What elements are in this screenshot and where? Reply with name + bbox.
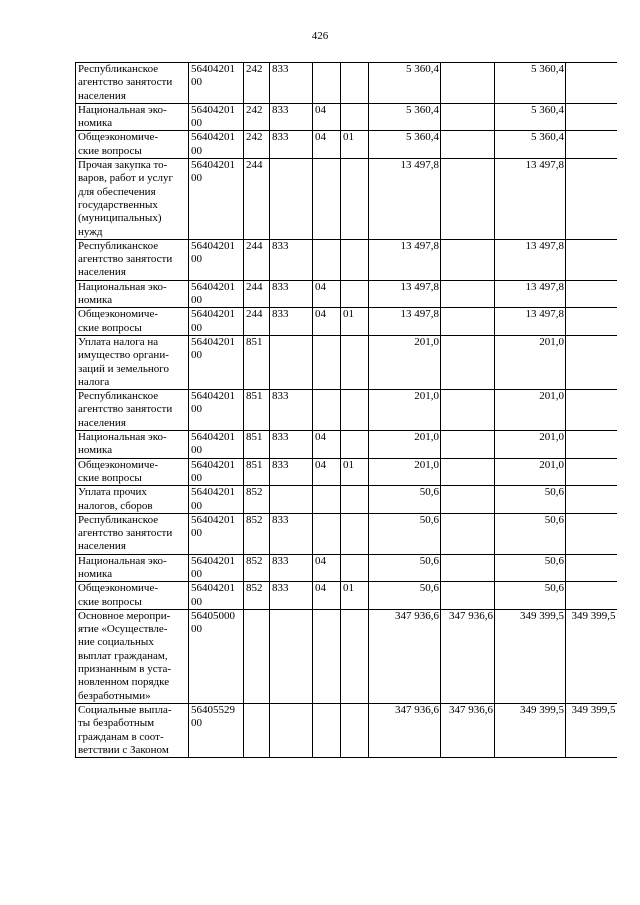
row-amount-1-cell: 50,6 (369, 582, 441, 610)
row-code-cell: 56404201 00 (189, 335, 244, 389)
row-amount-1-cell: 13 497,8 (369, 159, 441, 240)
row-amount-1-cell: 13 497,8 (369, 280, 441, 308)
row-name-cell: Республиканское агентство занятости населения (76, 63, 189, 104)
row-vr-cell (244, 703, 270, 757)
row-section-cell (313, 159, 341, 240)
row-amount-4-cell (566, 390, 617, 431)
row-amount-4-cell (566, 239, 617, 280)
row-amount-4-cell (566, 103, 617, 131)
row-amount-3-cell: 201,0 (495, 458, 566, 486)
row-name-cell: Республиканское агентство занятости населения (76, 513, 189, 554)
table-row (76, 335, 617, 389)
table-row (76, 703, 617, 757)
row-code-cell: 56404201 00 (189, 159, 244, 240)
row-subsection-cell (341, 280, 369, 308)
row-section-cell: 04 (313, 431, 341, 459)
row-amount-4-cell (566, 458, 617, 486)
row-amount-4-cell: 349 399,5 (566, 703, 617, 757)
row-amount-3-cell: 50,6 (495, 486, 566, 514)
row-code-cell: 56404201 00 (189, 582, 244, 610)
row-name-cell: Общеэкономиче- ские вопросы (76, 131, 189, 159)
row-code-cell: 56404201 00 (189, 513, 244, 554)
row-vr-cell: 851 (244, 431, 270, 459)
row-amount-4-cell (566, 280, 617, 308)
row-amount-3-cell: 50,6 (495, 513, 566, 554)
row-amount-4-cell (566, 159, 617, 240)
row-vr-cell: 852 (244, 486, 270, 514)
table-row (76, 513, 617, 554)
row-name-cell: Общеэкономиче- ские вопросы (76, 458, 189, 486)
table-row (76, 131, 617, 159)
row-code-cell: 56404201 00 (189, 308, 244, 336)
row-code-cell: 56405529 00 (189, 703, 244, 757)
row-code-cell: 56404201 00 (189, 239, 244, 280)
row-subsection-cell (341, 513, 369, 554)
row-code-cell: 56404201 00 (189, 390, 244, 431)
row-section-cell: 04 (313, 582, 341, 610)
row-amount-4-cell (566, 486, 617, 514)
row-amount-4-cell: 349 399,5 (566, 609, 617, 703)
row-grbs-cell: 833 (270, 431, 313, 459)
row-amount-3-cell: 349 399,5 (495, 703, 566, 757)
table-row (76, 390, 617, 431)
row-vr-cell: 242 (244, 63, 270, 104)
row-amount-2-cell (441, 63, 495, 104)
row-code-cell: 56404201 00 (189, 431, 244, 459)
row-name-cell: Национальная эко- номика (76, 431, 189, 459)
row-amount-1-cell: 13 497,8 (369, 308, 441, 336)
row-section-cell: 04 (313, 308, 341, 336)
row-name-cell: Социальные выпла- ты безработным гражданам в соот- ветствии с Законом (76, 703, 189, 757)
row-amount-1-cell: 50,6 (369, 486, 441, 514)
row-name-cell: Уплата прочих налогов, сборов (76, 486, 189, 514)
table-row (76, 554, 617, 582)
row-vr-cell: 244 (244, 308, 270, 336)
row-grbs-cell: 833 (270, 513, 313, 554)
row-section-cell: 04 (313, 458, 341, 486)
row-amount-2-cell (441, 458, 495, 486)
table-row (76, 458, 617, 486)
row-section-cell (313, 609, 341, 703)
row-grbs-cell: 833 (270, 582, 313, 610)
row-amount-3-cell: 349 399,5 (495, 609, 566, 703)
row-subsection-cell: 01 (341, 131, 369, 159)
row-vr-cell: 852 (244, 554, 270, 582)
row-section-cell: 04 (313, 554, 341, 582)
row-amount-2-cell (441, 390, 495, 431)
row-subsection-cell (341, 703, 369, 757)
row-amount-4-cell (566, 431, 617, 459)
row-grbs-cell: 833 (270, 131, 313, 159)
row-subsection-cell (341, 609, 369, 703)
row-amount-2-cell (441, 280, 495, 308)
row-vr-cell: 851 (244, 458, 270, 486)
row-grbs-cell (270, 703, 313, 757)
row-section-cell: 04 (313, 131, 341, 159)
row-grbs-cell: 833 (270, 554, 313, 582)
row-amount-1-cell: 201,0 (369, 431, 441, 459)
row-vr-cell: 244 (244, 239, 270, 280)
row-grbs-cell: 833 (270, 103, 313, 131)
row-subsection-cell (341, 63, 369, 104)
row-vr-cell: 852 (244, 513, 270, 554)
budget-table (75, 62, 617, 758)
row-section-cell (313, 63, 341, 104)
row-subsection-cell (341, 431, 369, 459)
row-name-cell: Республиканское агентство занятости населения (76, 239, 189, 280)
row-vr-cell: 244 (244, 280, 270, 308)
row-amount-1-cell: 201,0 (369, 458, 441, 486)
row-amount-1-cell: 347 936,6 (369, 703, 441, 757)
row-amount-2-cell (441, 103, 495, 131)
row-amount-2-cell (441, 239, 495, 280)
row-code-cell: 56404201 00 (189, 63, 244, 104)
row-name-cell: Республиканское агентство занятости населения (76, 390, 189, 431)
row-amount-2-cell (441, 582, 495, 610)
table-row (76, 582, 617, 610)
row-vr-cell (244, 609, 270, 703)
row-amount-4-cell (566, 308, 617, 336)
row-amount-3-cell: 201,0 (495, 335, 566, 389)
row-section-cell (313, 513, 341, 554)
row-amount-1-cell: 13 497,8 (369, 239, 441, 280)
row-amount-1-cell: 5 360,4 (369, 103, 441, 131)
row-amount-3-cell: 50,6 (495, 554, 566, 582)
row-code-cell: 56404201 00 (189, 554, 244, 582)
table-row (76, 486, 617, 514)
row-section-cell: 04 (313, 280, 341, 308)
row-subsection-cell (341, 239, 369, 280)
row-amount-4-cell (566, 63, 617, 104)
row-amount-3-cell: 201,0 (495, 431, 566, 459)
table-row (76, 63, 617, 104)
row-name-cell: Национальная эко- номика (76, 554, 189, 582)
row-section-cell: 04 (313, 103, 341, 131)
row-name-cell: Уплата налога на имущество органи- заций и земельного налога (76, 335, 189, 389)
table-row (76, 103, 617, 131)
row-amount-3-cell: 13 497,8 (495, 159, 566, 240)
row-amount-1-cell: 5 360,4 (369, 131, 441, 159)
table-row (76, 239, 617, 280)
row-grbs-cell (270, 335, 313, 389)
row-grbs-cell: 833 (270, 63, 313, 104)
row-amount-4-cell (566, 513, 617, 554)
row-amount-4-cell (566, 131, 617, 159)
row-grbs-cell (270, 609, 313, 703)
row-subsection-cell (341, 159, 369, 240)
row-amount-1-cell: 50,6 (369, 554, 441, 582)
row-code-cell: 56404201 00 (189, 131, 244, 159)
row-subsection-cell (341, 486, 369, 514)
row-vr-cell: 851 (244, 390, 270, 431)
row-subsection-cell: 01 (341, 308, 369, 336)
row-vr-cell: 851 (244, 335, 270, 389)
row-grbs-cell: 833 (270, 308, 313, 336)
row-section-cell (313, 486, 341, 514)
table-row (76, 609, 617, 703)
row-amount-2-cell: 347 936,6 (441, 703, 495, 757)
row-grbs-cell (270, 486, 313, 514)
row-subsection-cell (341, 335, 369, 389)
row-subsection-cell (341, 390, 369, 431)
row-subsection-cell (341, 103, 369, 131)
row-code-cell: 56404201 00 (189, 458, 244, 486)
row-amount-2-cell (441, 486, 495, 514)
row-code-cell: 56404201 00 (189, 486, 244, 514)
table-row (76, 159, 617, 240)
row-name-cell: Общеэкономиче- ские вопросы (76, 308, 189, 336)
row-subsection-cell (341, 554, 369, 582)
row-amount-3-cell: 5 360,4 (495, 131, 566, 159)
row-amount-1-cell: 201,0 (369, 390, 441, 431)
row-code-cell: 56404201 00 (189, 103, 244, 131)
row-amount-3-cell: 13 497,8 (495, 308, 566, 336)
row-subsection-cell: 01 (341, 582, 369, 610)
table-row (76, 431, 617, 459)
page-number: 426 (311, 30, 329, 42)
row-section-cell (313, 335, 341, 389)
row-amount-2-cell (441, 431, 495, 459)
row-amount-2-cell (441, 513, 495, 554)
row-amount-1-cell: 50,6 (369, 513, 441, 554)
row-amount-4-cell (566, 335, 617, 389)
row-name-cell: Прочая закупка то- варов, работ и услуг для обеспечения государственных (муниципальных) нужд (76, 159, 189, 240)
row-amount-3-cell: 13 497,8 (495, 239, 566, 280)
row-code-cell: 56404201 00 (189, 280, 244, 308)
row-amount-1-cell: 5 360,4 (369, 63, 441, 104)
table-row (76, 308, 617, 336)
row-amount-3-cell: 5 360,4 (495, 103, 566, 131)
row-vr-cell: 242 (244, 131, 270, 159)
row-amount-4-cell (566, 582, 617, 610)
row-grbs-cell: 833 (270, 390, 313, 431)
row-amount-2-cell (441, 308, 495, 336)
row-vr-cell: 244 (244, 159, 270, 240)
row-vr-cell: 852 (244, 582, 270, 610)
table-row (76, 280, 617, 308)
row-name-cell: Национальная эко- номика (76, 103, 189, 131)
row-amount-2-cell: 347 936,6 (441, 609, 495, 703)
row-amount-3-cell: 50,6 (495, 582, 566, 610)
row-section-cell (313, 703, 341, 757)
row-grbs-cell: 833 (270, 280, 313, 308)
row-name-cell: Национальная эко- номика (76, 280, 189, 308)
row-grbs-cell: 833 (270, 458, 313, 486)
row-subsection-cell: 01 (341, 458, 369, 486)
row-amount-3-cell: 5 360,4 (495, 63, 566, 104)
row-amount-2-cell (441, 554, 495, 582)
row-vr-cell: 242 (244, 103, 270, 131)
row-amount-1-cell: 201,0 (369, 335, 441, 389)
row-name-cell: Основное меропри- ятие «Осуществле- ние социальных выплат гражданам, признанным в уста- новленном порядке безработными» (76, 609, 189, 703)
row-name-cell: Общеэкономиче- ские вопросы (76, 582, 189, 610)
row-section-cell (313, 390, 341, 431)
row-amount-4-cell (566, 554, 617, 582)
row-amount-2-cell (441, 131, 495, 159)
row-amount-3-cell: 201,0 (495, 390, 566, 431)
row-grbs-cell: 833 (270, 239, 313, 280)
row-amount-2-cell (441, 335, 495, 389)
row-amount-2-cell (441, 159, 495, 240)
row-amount-1-cell: 347 936,6 (369, 609, 441, 703)
row-code-cell: 56405000 00 (189, 609, 244, 703)
row-section-cell (313, 239, 341, 280)
table-body (76, 63, 617, 758)
row-grbs-cell (270, 159, 313, 240)
row-amount-3-cell: 13 497,8 (495, 280, 566, 308)
